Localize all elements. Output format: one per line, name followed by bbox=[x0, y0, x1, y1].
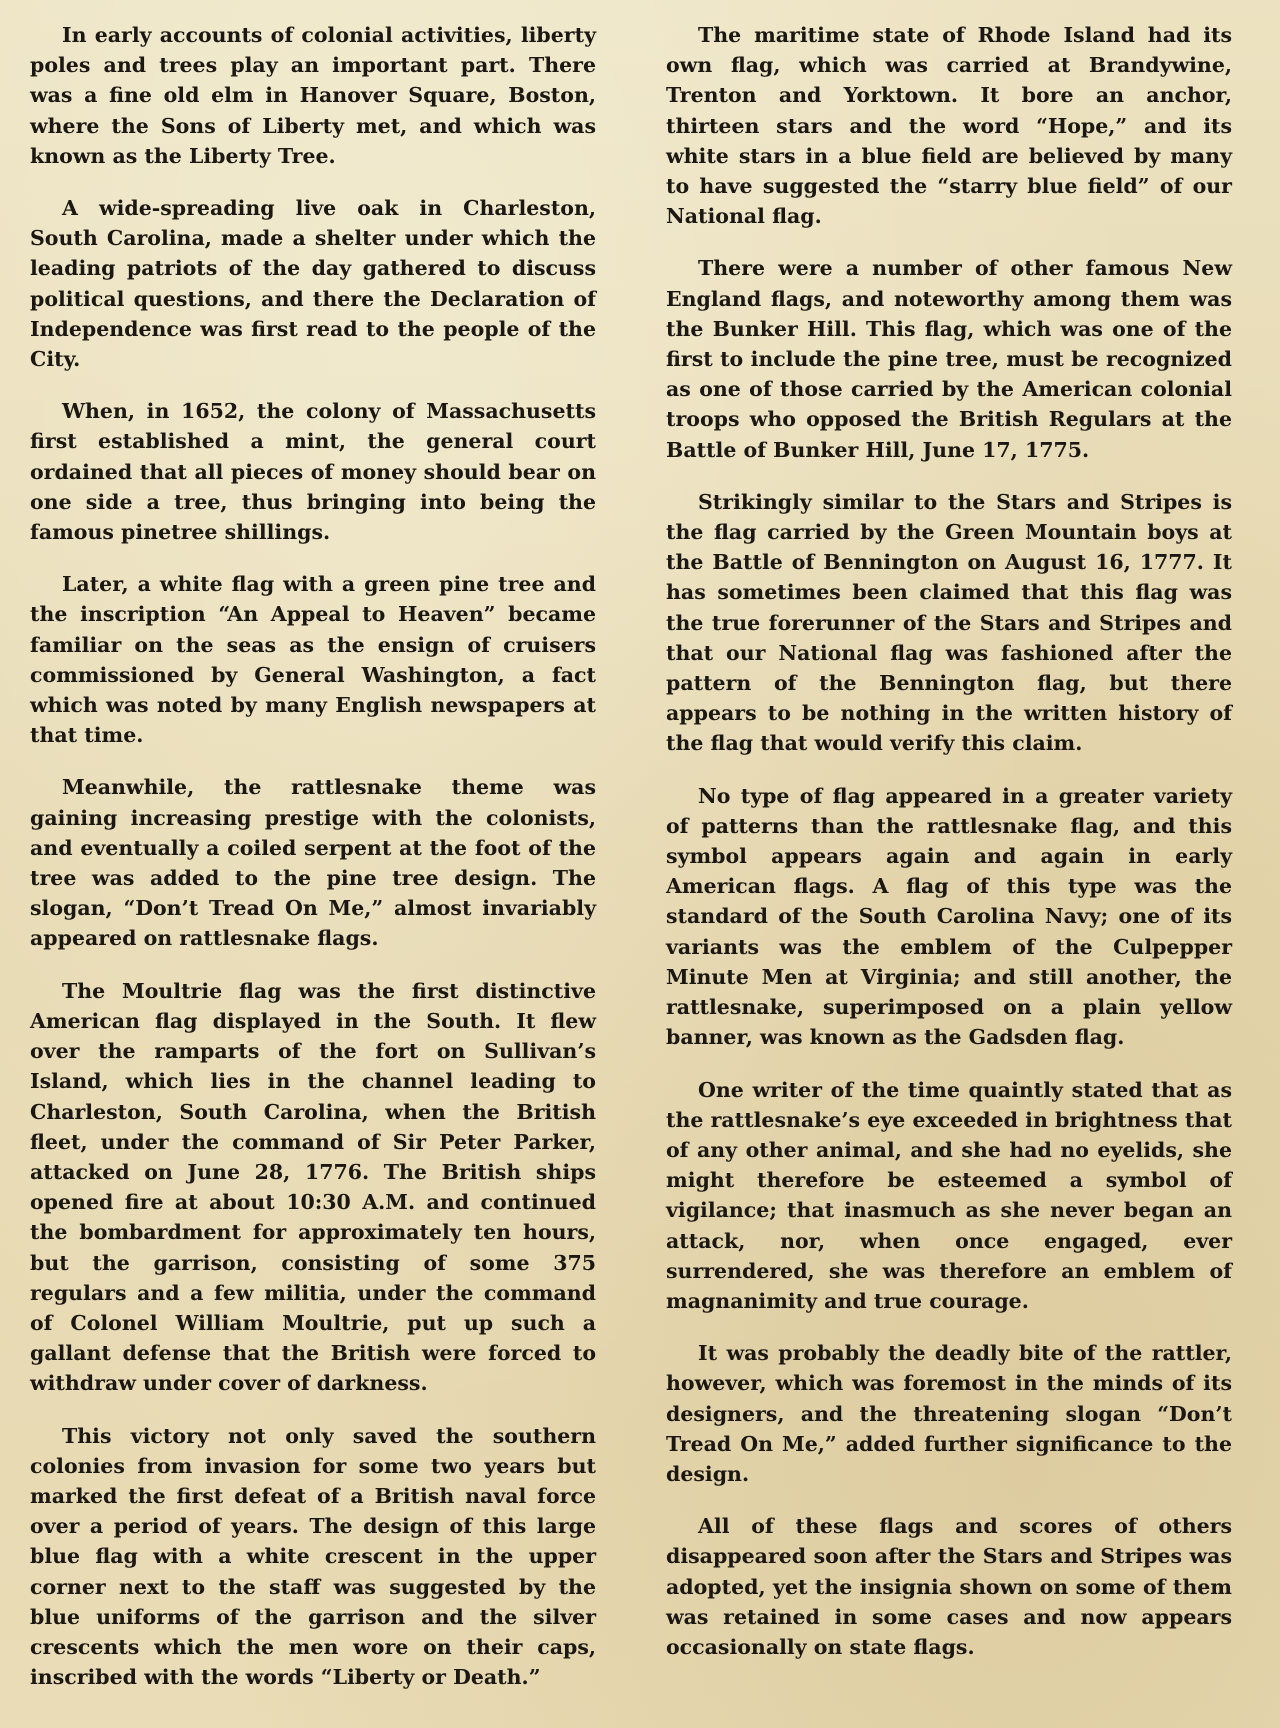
paragraph-pinetree-shillings: When, in 1652, the colony of Massachusetts first established a mint, the general court ordained that all pieces of money should bear on one side a tree, thus bringing into being the famous pinetree shillings. bbox=[30, 399, 596, 545]
paragraph-bunker-hill-flag: There were a number of other famous New England flags, and noteworthy among them was the Bunker Hill. This flag, which was one of the first to include the pine tree, must be recognized as one of those carried by the American colonial troops who opposed the British Regulars at the Battle of Bunker Hill, June 17, 1775. bbox=[666, 256, 1232, 462]
paragraph-rattlesnake-symbolism: One writer of the time quaintly stated that as the rattlesnake’s eye exceeded in brightness that of any other animal, and she had no eyelids, she might therefore be esteemed a symbol of vigilance; that inasmuch as she never began an attack, nor, when once engaged, ever surrendered, she was therefore an emblem of magnanimity and true courage. bbox=[666, 1077, 1232, 1313]
paragraph-rattlesnake-variety: No type of flag appeared in a greater variety of patterns than the rattlesnake flag, and this symbol appears again and again in early American flags. A flag of this type was the standard of the South Carolina Navy; one of its variants was the emblem of the Culpepper Minute Men at Virginia; and still another, the rattlesnake, superimposed on a plain yellow banner, was known as the Gadsden flag. bbox=[666, 783, 1232, 1050]
left-text-column bbox=[30, 20, 596, 1714]
paragraph-moultrie-flag: The Moultrie flag was the first distinctive American flag displayed in the South. It flew over the ramparts of the fort on Sullivan’s Island, which lies in the channel leading to Charleston, South Carolina, when the British fleet, under the command of Sir Peter Parker, attacked on June 28, 1776. The British ships opened fire at about 10:30 A.M. and continued the bombardment for approximately ten hours, but the garrison, consisting of some 375 regulars and a few militia, under the command of Colonel William Moultrie, put up such a gallant defense that the British were forced to withdraw under cover of darkness. bbox=[30, 978, 596, 1396]
paragraph-liberty-tree: In early accounts of colonial activities, liberty poles and trees play an important part. There was a fine old elm in Hanover Square, Boston, where the Sons of Liberty met, and which was known as the Liberty Tree. bbox=[30, 23, 596, 168]
paragraph-moultrie-victory: This victory not only saved the southern colonies from invasion for some two years but marked the first defeat of a British naval force over a period of years. The design of this large blue flag with a white crescent in the upper corner next to the staff was suggested by the blue uniforms of the garrison and the silver crescents which the men wore on their caps, inscribed with the words “Liberty or Death.” bbox=[30, 1423, 596, 1690]
paragraph-flags-disappeared: All of these flags and scores of others disappeared soon after the Stars and Stripes was adopted, yet the insignia shown on some of them was retained in some cases and now appears occasionally on state flags. bbox=[666, 1514, 1232, 1659]
paragraph-dont-tread-on-me: It was probably the deadly bite of the rattler, however, which was foremost in the minds of its designers, and the threatening slogan “Don’t Tread On Me,” added further significance to the design. bbox=[666, 1341, 1232, 1486]
paragraph-bennington-flag: Strikingly similar to the Stars and Stripes is the flag carried by the Green Mountain boys at the Battle of Bennington on August 16, 1777. It has sometimes been claimed that this flag was the true forerunner of the Stars and Stripes and that our National flag was fashioned after the pattern of the Bennington flag, but there appears to be nothing in the written history of the flag that would verify this claim. bbox=[666, 489, 1232, 756]
paragraph-appeal-to-heaven-flag: Later, a white flag with a green pine tree and the inscription “An Appeal to Heaven” became familiar on the seas as the ensign of cruisers commissioned by General Washington, a fact which was noted by many English newspapers at that time. bbox=[30, 572, 596, 748]
paragraph-rhode-island-flag: The maritime state of Rhode Island had its own flag, which was carried at Brandywine, Trenton and Yorktown. It bore an anchor, thirteen stars and the word “Hope,” and its white stars in a blue field are believed by many to have suggested the “starry blue field” of our National flag. bbox=[666, 23, 1232, 229]
right-text-column bbox=[666, 20, 1232, 1684]
paragraph-rattlesnake-theme: Meanwhile, the rattlesnake theme was gaining increasing prestige with the colonists, and eventually a coiled serpent at the foot of the tree was added to the pine tree design. The slogan, “Don’t Tread On Me,” almost invariably appeared on rattlesnake flags. bbox=[30, 775, 596, 951]
paragraph-charleston-oak: A wide-spreading live oak in Charleston, South Carolina, made a shelter under which the leading patriots of the day gathered to discuss political questions, and there the Declaration of Independence was first read to the people of the City. bbox=[30, 196, 596, 372]
